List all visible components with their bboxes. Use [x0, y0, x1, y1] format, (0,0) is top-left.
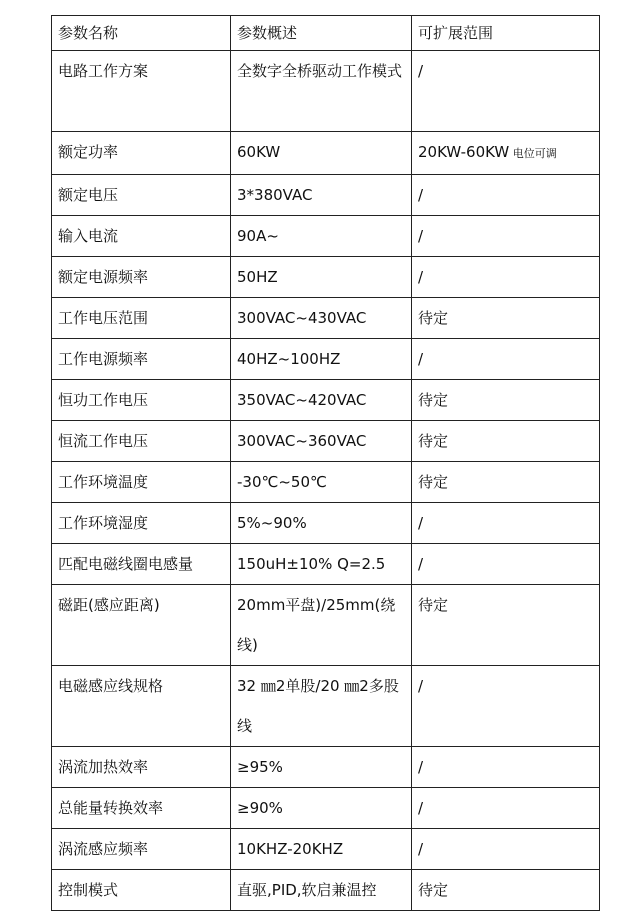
cell-desc-text: 150uH±10% Q=2.5 — [237, 555, 386, 573]
cell-range — [412, 380, 600, 421]
cell-desc-text: 5%~90% — [237, 514, 307, 532]
cell-name — [52, 339, 231, 380]
cell-desc — [231, 462, 412, 503]
cell-range — [412, 666, 600, 747]
table-row — [52, 339, 600, 380]
cell-name-text: 工作环境温度 — [58, 473, 149, 491]
cell-desc — [231, 257, 412, 298]
cell-name-text: 输入电流 — [58, 227, 119, 245]
cell-name — [52, 216, 231, 257]
cell-desc-text: 300VAC~360VAC — [237, 432, 367, 450]
cell-name — [52, 788, 231, 829]
cell-range — [412, 298, 600, 339]
cell-desc — [231, 51, 412, 132]
cell-desc-text: ≥90% — [237, 799, 283, 817]
cell-range — [412, 503, 600, 544]
cell-desc-text: 50HZ — [237, 268, 278, 286]
cell-name-text: 工作电源频率 — [58, 350, 149, 368]
cell-name — [52, 380, 231, 421]
cell-name-text: 电磁感应线规格 — [58, 677, 164, 695]
cell-desc — [231, 829, 412, 870]
cell-name-text: 电路工作方案 — [58, 62, 149, 80]
table-body — [52, 51, 600, 911]
table-row — [52, 462, 600, 503]
cell-name — [52, 666, 231, 747]
cell-name-text: 工作环境湿度 — [58, 514, 149, 532]
table-row — [52, 666, 600, 747]
cell-desc-text: 90A~ — [237, 227, 279, 245]
cell-range — [412, 257, 600, 298]
cell-range-text: / — [418, 677, 424, 695]
cell-range-text: 20KW-60KW — [418, 143, 510, 161]
cell-desc — [231, 339, 412, 380]
cell-name-text: 恒功工作电压 — [58, 391, 149, 409]
table-row — [52, 216, 600, 257]
cell-desc-text: 60KW — [237, 143, 281, 161]
cell-desc — [231, 747, 412, 788]
cell-range-text: / — [418, 350, 424, 368]
table-row — [52, 503, 600, 544]
cell-range — [412, 132, 600, 175]
cell-range-text: 待定 — [418, 309, 449, 327]
cell-name — [52, 257, 231, 298]
cell-range-text: / — [418, 227, 424, 245]
header-param-name: 参数名称 — [52, 16, 231, 51]
cell-range-text: 待定 — [418, 473, 449, 491]
cell-range-text: / — [418, 62, 424, 80]
cell-desc — [231, 788, 412, 829]
cell-range-text: / — [418, 268, 424, 286]
cell-desc — [231, 298, 412, 339]
header-param-desc: 参数概述 — [231, 16, 412, 51]
table-row — [52, 51, 600, 132]
table-row — [52, 380, 600, 421]
table-row — [52, 829, 600, 870]
cell-range — [412, 462, 600, 503]
cell-desc — [231, 870, 412, 911]
table-row — [52, 544, 600, 585]
cell-desc — [231, 666, 412, 747]
cell-range — [412, 870, 600, 911]
cell-range-text: / — [418, 555, 424, 573]
cell-range-text: 待定 — [418, 596, 449, 614]
cell-range — [412, 829, 600, 870]
cell-desc-text: 350VAC~420VAC — [237, 391, 367, 409]
cell-name — [52, 503, 231, 544]
cell-name-text: 额定电压 — [58, 186, 119, 204]
table-row — [52, 132, 600, 175]
cell-range-text: / — [418, 758, 424, 776]
cell-name — [52, 298, 231, 339]
cell-range — [412, 585, 600, 666]
cell-name — [52, 870, 231, 911]
cell-range — [412, 544, 600, 585]
cell-desc-text: -30℃~50℃ — [237, 473, 327, 491]
cell-desc — [231, 544, 412, 585]
cell-range — [412, 216, 600, 257]
table-header-row — [52, 16, 600, 51]
cell-name — [52, 747, 231, 788]
cell-range-text: 待定 — [418, 391, 449, 409]
cell-desc — [231, 380, 412, 421]
table-row — [52, 421, 600, 462]
cell-desc-text: 3*380VAC — [237, 186, 313, 204]
cell-range-text: / — [418, 514, 424, 532]
range-note: 电位可调 — [509, 147, 557, 160]
cell-name-text: 匹配电磁线圈电感量 — [58, 555, 194, 573]
cell-name — [52, 544, 231, 585]
cell-desc-text: 300VAC~430VAC — [237, 309, 367, 327]
cell-name-text: 涡流加热效率 — [58, 758, 149, 776]
cell-desc-text: 20mm平盘)/25mm(绕线) — [237, 596, 396, 654]
header-range: 可扩展范围 — [412, 16, 600, 51]
cell-desc — [231, 175, 412, 216]
cell-range-text: 待定 — [418, 881, 449, 899]
table-row — [52, 298, 600, 339]
cell-desc-text: 32 ㎜2单股/20 ㎜2多股线 — [237, 677, 399, 735]
cell-range — [412, 421, 600, 462]
cell-name — [52, 462, 231, 503]
cell-desc — [231, 216, 412, 257]
cell-name-text: 磁距(感应距离) — [58, 596, 160, 614]
cell-desc — [231, 421, 412, 462]
cell-desc-text: 全数字全桥驱动工作模式 — [237, 62, 403, 80]
cell-name — [52, 829, 231, 870]
table-row — [52, 747, 600, 788]
cell-desc-text: ≥95% — [237, 758, 283, 776]
cell-name-text: 额定电源频率 — [58, 268, 149, 286]
cell-range — [412, 788, 600, 829]
cell-range-text: 待定 — [418, 432, 449, 450]
cell-desc-text: 直驱,PID,软启兼温控 — [237, 881, 377, 899]
spec-table — [51, 15, 600, 911]
cell-range-text: / — [418, 186, 424, 204]
cell-name — [52, 51, 231, 132]
cell-name — [52, 175, 231, 216]
table-row — [52, 788, 600, 829]
cell-desc-text: 40HZ~100HZ — [237, 350, 341, 368]
cell-desc-text: 10KHZ-20KHZ — [237, 840, 344, 858]
cell-name-text: 恒流工作电压 — [58, 432, 149, 450]
cell-name-text: 控制模式 — [58, 881, 119, 899]
cell-name — [52, 585, 231, 666]
cell-name — [52, 421, 231, 462]
table-row — [52, 870, 600, 911]
cell-range — [412, 747, 600, 788]
cell-name-text: 额定功率 — [58, 143, 119, 161]
cell-desc — [231, 585, 412, 666]
table-row — [52, 175, 600, 216]
cell-range — [412, 51, 600, 132]
cell-desc — [231, 132, 412, 175]
cell-name-text: 总能量转换效率 — [58, 799, 164, 817]
cell-name — [52, 132, 231, 175]
cell-range-text: / — [418, 799, 424, 817]
table-row — [52, 585, 600, 666]
cell-desc — [231, 503, 412, 544]
cell-name-text: 涡流感应频率 — [58, 840, 149, 858]
cell-range — [412, 175, 600, 216]
cell-range-text: / — [418, 840, 424, 858]
cell-range — [412, 339, 600, 380]
cell-name-text: 工作电压范围 — [58, 309, 149, 327]
table-row — [52, 257, 600, 298]
